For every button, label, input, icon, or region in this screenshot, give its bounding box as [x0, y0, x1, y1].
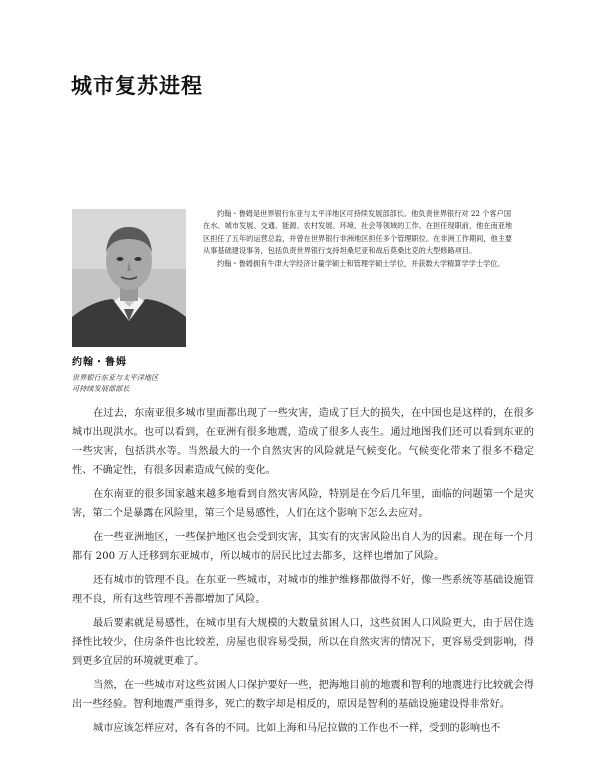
- article-paragraph: 在东南亚的很多国家越来越多地看到自然灾害风险，特别是在今后几年里，面临的问题第一个是灾害，第二个是暴露在风险里，第三个是易感性，人们在这个影响下怎么去应对。: [72, 489, 534, 519]
- bio-paragraph: 约翰・鲁姆拥有牛津大学经济计量学硕士和管理学硕士学位，并获数大学精算学学士学位。: [217, 258, 505, 268]
- article-paragraph: 当然，在一些城市对这些贫困人口保护要好一些，把海地目前的地震和智利的地震进行比较就会得出一些经验。智利地震严重得多，死亡的数字却是相反的，原因是智利的基础设施建设得非常好。: [72, 680, 534, 710]
- author-portrait: [72, 209, 186, 347]
- author-role: [72, 372, 222, 394]
- author-role-line: 世界银行东亚与太平洋地区: [72, 373, 159, 382]
- article-paragraph: 在过去，东南亚很多城市里面都出现了一些灾害，造成了巨大的损失，在中国也是这样的，在很多城市出现洪水。也可以看到，在亚洲有很多地震，造成了很多人丧生。通过地图我们还可以看到东亚的一些灾害，包括洪水等。当然最大的一个自然灾害的风险就是气候变化。气候变化带来了很多不稳定性、不确定性，有很多因素造成气候的变化。: [72, 408, 534, 476]
- article-paragraph: 城市应该怎样应对，各有各的不同。比如上海和马尼拉做的工作也不一样，受到的影响也不: [93, 723, 501, 734]
- article-paragraph: 最后要素就是易感性，在城市里有大规模的大数量贫困人口，这些贫困人口风险更大，由于居住选择性比较少，住房条件也比较差，房屋也很容易受损，所以在自然灾害的情况下，更容易受到影响，得到更多宜居的环境就更难了。: [72, 618, 534, 667]
- author-bio: [203, 208, 513, 270]
- article-paragraph: 在一些亚洲地区，一些保护地区也会受到灾害，其实有的灾害风险出自人为的因素。现在每一个月都有 200 万人迁移到东亚城市，所以城市的居民比过去都多，这样也增加了风险。: [72, 532, 534, 562]
- bio-paragraph: 约翰・鲁姆是世界银行东亚与太平洋地区可持续发展部部长。他负责世界银行对 22 个客户国在水、城市发展、交通、能源、农村发展、环境、社会等领域的工作。在担任现职前，他在南亚地区担任了五年的运营总监，并曾在世界银行非洲地区担任多个管理职位。在非洲工作期间，他主要从事基础建设事务，包括负责世界银行支持坦桑尼亚和战后莫桑比克的大型修路项目。: [203, 209, 513, 256]
- article-body: [72, 404, 534, 743]
- page-title: 城市复苏进程: [71, 74, 203, 98]
- portrait-illustration: [72, 209, 186, 347]
- author-name: 约翰・鲁姆: [72, 357, 127, 368]
- article-paragraph: 还有城市的管理不良。在东亚一些城市，对城市的维护维修都做得不好，像一些系统等基础设施管理不良，所有这些管理不善都增加了风险。: [72, 575, 534, 605]
- author-role-line: 可持续发展部部长: [72, 384, 130, 393]
